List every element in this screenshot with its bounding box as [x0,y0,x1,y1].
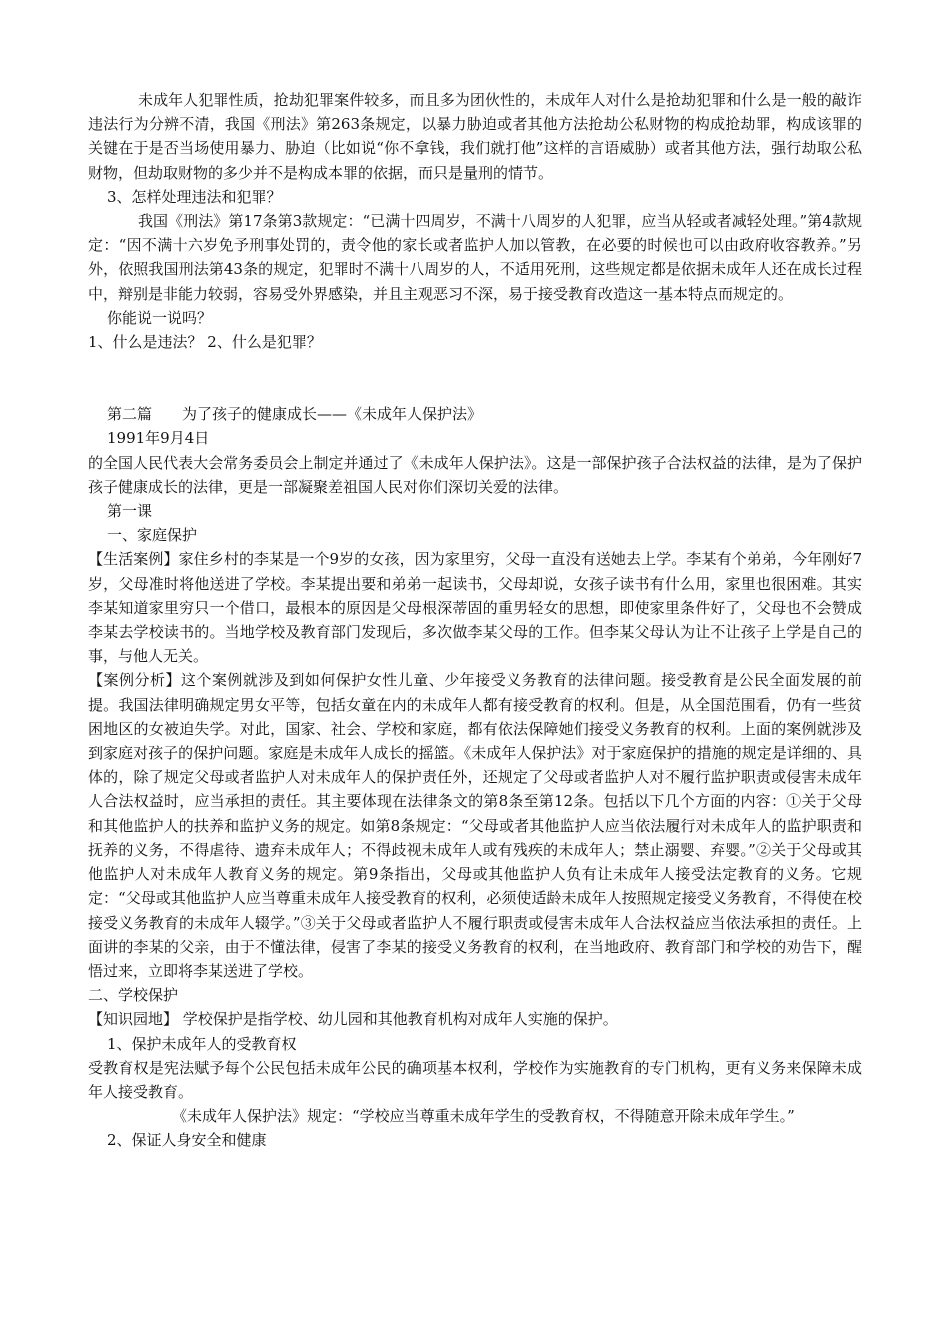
section-gap [88,354,862,402]
chapter-title: 第二篇 为了孩子的健康成长——《未成年人保护法》 [107,405,483,424]
questions: 1、什么是违法？ 2、什么是犯罪？ [88,333,322,352]
paragraph-knowledge: 【知识园地】 学校保护是指学校、幼儿园和其他教育机构对成年人实施的保护。 [88,1010,618,1029]
heading-family-protection: 一、家庭保护 [107,526,198,545]
heading-school-protection: 二、学校保护 [88,986,179,1005]
paragraph-life-case: 【生活案例】家住乡村的李某是一个9岁的女孩，因为家里穷，父母一直没有送她去上学。李某有个弟弟，今年刚好7岁，父母准时将他送进了学校。李某提出要和弟弟一起读书，父母却说，女孩子读书有什么用，家里也很困难。其实李某知道家里穷只一个借口，最根本的原因是父母根深蒂固的重男轻女的思想，即使家里条件好了，父母也不会赞成李某去学校读书的。当地学校及教育部门发现后，多次做李某父母的工作。但李某父母认为让不让孩子上学是自己的事，与他人无关。 [88,550,862,666]
paragraph-education-right: 受教育权是宪法赋予每个公民包括未成年公民的确项基本权利，学校作为实施教育的专门机构，更有义务来保障未成年人接受教育。 [88,1058,862,1101]
heading-safety-health: 2、保证人身安全和健康 [107,1131,267,1150]
prompt-discuss: 你能说一说吗？ [107,308,213,327]
paragraph-law-intro: 的全国人民代表大会常务委员会上制定并通过了《未成年人保护法》。这是一部保护孩子合法权益的法律，是为了保护孩子健康成长的法律，更是一部凝聚差祖国人民对你们深切关爱的法律。 [88,453,862,496]
paragraph-criminal-law: 我国《刑法》第17条第3款规定：“已满十四周岁，不满十八周岁的人犯罪，应当从轻或者减轻处理。”第4款规定：“因不满十六岁免予刑事处罚的，责令他的家长或者监护人加以管教，在必要的时候也可以由政府收容教养。”另外，依照我国刑法第43条的规定，犯罪时不满十八周岁的人，不适用死刑，这些规定都是依据未成年人还在成长过程中，辩别是非能力较弱，容易受外界感染，并且主观恶习不深，易于接受教育改造这一基本特点而规定的。 [88,212,862,303]
paragraph-robbery: 未成年人犯罪性质，抢劫犯罪案件较多，而且多为团伙性的，未成年人对什么是抢劫犯罪和什么是一般的敲诈违法行为分辨不清，我国《刑法》第263条规定，以暴力胁迫或者其他方法抢劫公私财物的构成抢劫罪，构成该罪的关键在于是否当场使用暴力、胁迫（比如说“你不拿钱，我们就打他”这样的言语威胁）或者其他方法，强行劫取公私财物，但劫取财物的多少并不是构成本罪的依据，而只是量刑的情节。 [88,91,862,182]
heading-education-right: 1、保护未成年人的受教育权 [107,1034,297,1053]
lesson-title: 第一课 [107,502,153,521]
paragraph-case-analysis: 【案例分析】这个案例就涉及到如何保护女性儿童、少年接受义务教育的法律问题。接受教育是公民全面发展的前提。我国法律明确规定男女平等，包括女童在内的未成年人都有接受教育的权利。但是，从全国范围看，仍有一些贫困地区的女被迫失学。对此，国家、社会、学校和家庭，都有依法保障她们接受义务教育的权利。上面的案例就涉及到家庭对孩子的保护问题。家庭是未成年人成长的摇篮。《未成年人保护法》对于家庭保护的措施的规定是详细的、具体的，除了规定父母或者监护人对未成年人的保护责任外，还规定了父母或者监护人对不履行监护职责或侵害未成年人合法权益时，应当承担的责任。其主要体现在法律条文的第8条至第12条。包括以下几个方面的内容：①关于父母和其他监护人的扶养和监护义务的规定。如第8条规定：“父母或者其他监护人应当依法履行对未成年人的监护职责和抚养的义务，不得虐待、遗弃未成年人；不得歧视未成年人或有残疾的未成年人；禁止溺婴、弃婴。”②关于父母或其他监护人对未成年人教育义务的规定。第9条指出，父母或其他监护人负有让未成年人接受法定教育的义务。它规定：“父母或其他监护人应当尊重未成年人接受教育的权利，必须使适龄未成年人按照规定接受义务教育，不得使在校接受义务教育的未成年人辍学。”③关于父母或者监护人不履行职责或侵害未成年人合法权益应当依法承担的责任。上面讲的李某的父亲，由于不懂法律，侵害了李某的接受义务教育的权利，在当地政府、教育部门和学校的劝告下，醒悟过来，立即将李某送进了学校。 [88,671,862,980]
paragraph-law-quote: 《未成年人保护法》规定：“学校应当尊重未成年学生的受教育权，不得随意开除未成年学生。” [172,1107,795,1126]
heading-handle-violations: 3、怎样处理违法和犯罪？ [107,187,282,206]
date-line: 1991年9月4日 [107,429,210,448]
